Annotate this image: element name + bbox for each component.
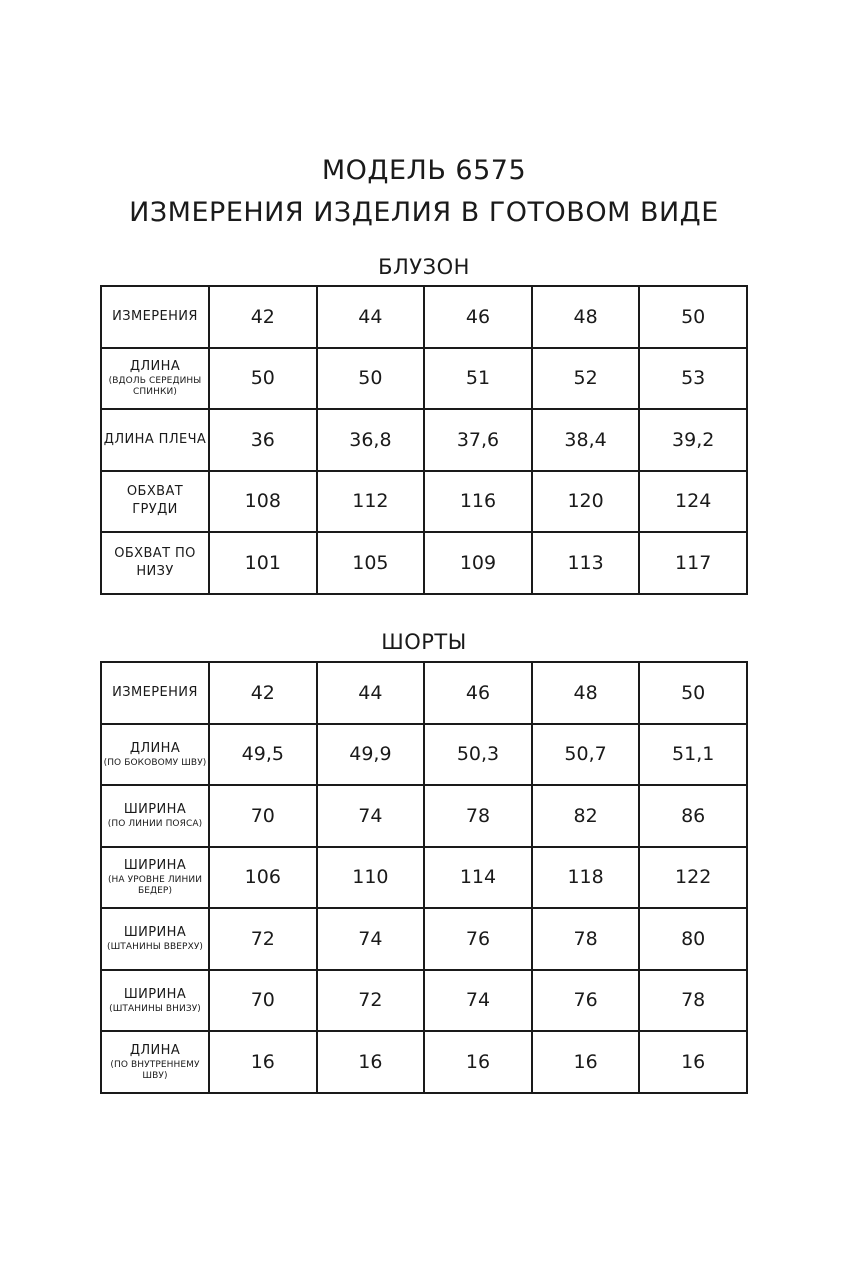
row-label: ШИРИНА <box>123 986 187 1002</box>
value-cell: 16 <box>209 1031 317 1093</box>
value-cell: 118 <box>532 847 640 909</box>
table-row <box>101 532 747 594</box>
value-cell: 53 <box>639 348 747 410</box>
size-header-cell: 48 <box>532 286 640 348</box>
header-label: ИЗМЕРЕНИЯ <box>112 684 198 700</box>
value-cell: 49,5 <box>209 724 317 786</box>
size-header-cell: 46 <box>424 662 532 724</box>
value-cell: 78 <box>532 908 640 970</box>
table-row <box>101 471 747 533</box>
value-cell: 86 <box>639 785 747 847</box>
table-row <box>101 724 747 786</box>
value-cell: 110 <box>317 847 425 909</box>
value-cell: 124 <box>639 471 747 533</box>
value-cell: 112 <box>317 471 425 533</box>
value-cell: 70 <box>209 970 317 1032</box>
value-cell: 114 <box>424 847 532 909</box>
table-header-row <box>101 286 747 348</box>
value-cell: 50,3 <box>424 724 532 786</box>
value-cell: 122 <box>639 847 747 909</box>
value-cell: 74 <box>317 908 425 970</box>
value-cell: 51,1 <box>639 724 747 786</box>
row-label-cell <box>101 1031 209 1093</box>
page-subtitle: ИЗМЕРЕНИЯ ИЗДЕЛИЯ В ГОТОВОМ ВИДЕ <box>129 197 719 228</box>
value-cell: 52 <box>532 348 640 410</box>
value-cell: 70 <box>209 785 317 847</box>
value-cell: 49,9 <box>317 724 425 786</box>
value-cell: 36,8 <box>317 409 425 471</box>
value-cell: 16 <box>639 1031 747 1093</box>
row-label: ДЛИНА <box>129 359 181 375</box>
value-cell: 120 <box>532 471 640 533</box>
model-title: МОДЕЛЬ 6575 <box>321 155 527 186</box>
value-cell: 38,4 <box>532 409 640 471</box>
value-cell: 74 <box>424 970 532 1032</box>
value-cell: 78 <box>639 970 747 1032</box>
size-header-cell: 50 <box>639 662 747 724</box>
row-label-cell <box>101 532 209 594</box>
section-title-bluzon: БЛУЗОН <box>378 255 470 279</box>
row-label-cell <box>101 348 209 410</box>
size-header-cell: 46 <box>424 286 532 348</box>
row-label-note: (ШТАНИНЫ ВВЕРХУ) <box>106 942 204 953</box>
row-label: ДЛИНА <box>129 1042 181 1058</box>
size-header-cell: 42 <box>209 662 317 724</box>
table-row <box>101 1031 747 1093</box>
size-table-shorty <box>100 661 748 1094</box>
row-label-cell <box>101 724 209 786</box>
value-cell: 116 <box>424 471 532 533</box>
table-header-row <box>101 662 747 724</box>
value-cell: 37,6 <box>424 409 532 471</box>
value-cell: 76 <box>532 970 640 1032</box>
row-label: ОБХВАТ ПО НИЗУ <box>114 545 196 579</box>
value-cell: 39,2 <box>639 409 747 471</box>
value-cell: 50 <box>317 348 425 410</box>
row-label: ШИРИНА <box>123 925 187 941</box>
table-row <box>101 785 747 847</box>
row-label-cell <box>101 785 209 847</box>
row-label-cell <box>101 908 209 970</box>
table-row <box>101 847 747 909</box>
value-cell: 16 <box>532 1031 640 1093</box>
value-cell: 50,7 <box>532 724 640 786</box>
value-cell: 78 <box>424 785 532 847</box>
table-row <box>101 908 747 970</box>
row-label-note: (ПО ВНУТРЕННЕМУ ШВУ) <box>110 1059 200 1081</box>
row-label: ДЛИНА <box>129 740 181 756</box>
header-label-cell <box>101 662 209 724</box>
value-cell: 72 <box>317 970 425 1032</box>
value-cell: 106 <box>209 847 317 909</box>
row-label: ШИРИНА <box>123 802 187 818</box>
value-cell: 36 <box>209 409 317 471</box>
row-label: ОБХВАТ ГРУДИ <box>126 484 184 518</box>
size-header-cell: 44 <box>317 662 425 724</box>
row-label: ШИРИНА <box>123 858 187 874</box>
row-label: ДЛИНА ПЛЕЧА <box>103 431 207 447</box>
table-row <box>101 970 747 1032</box>
value-cell: 51 <box>424 348 532 410</box>
header-label: ИЗМЕРЕНИЯ <box>112 308 198 324</box>
value-cell: 16 <box>424 1031 532 1093</box>
value-cell: 101 <box>209 532 317 594</box>
size-table-bluzon <box>100 285 748 595</box>
size-header-cell: 50 <box>639 286 747 348</box>
size-header-cell: 48 <box>532 662 640 724</box>
row-label-note: (ШТАНИНЫ ВНИЗУ) <box>109 1003 201 1014</box>
value-cell: 50 <box>209 348 317 410</box>
header-label-cell <box>101 286 209 348</box>
size-header-cell: 44 <box>317 286 425 348</box>
value-cell: 109 <box>424 532 532 594</box>
row-label-note: (ВДОЛЬ СЕРЕДИНЫ СПИНКИ) <box>108 376 202 398</box>
value-cell: 72 <box>209 908 317 970</box>
value-cell: 74 <box>317 785 425 847</box>
value-cell: 117 <box>639 532 747 594</box>
row-label-note: (ПО БОКОВОМУ ШВУ) <box>103 757 207 768</box>
section-title-shorty: ШОРТЫ <box>381 630 467 654</box>
row-label-cell <box>101 970 209 1032</box>
value-cell: 105 <box>317 532 425 594</box>
row-label-note: (НА УРОВНЕ ЛИНИИ БЕДЕР) <box>107 875 203 897</box>
size-header-cell: 42 <box>209 286 317 348</box>
row-label-cell <box>101 409 209 471</box>
row-label-note: (ПО ЛИНИИ ПОЯСА) <box>107 819 203 830</box>
value-cell: 76 <box>424 908 532 970</box>
table-row <box>101 409 747 471</box>
table-row <box>101 348 747 410</box>
value-cell: 113 <box>532 532 640 594</box>
row-label-cell <box>101 847 209 909</box>
value-cell: 108 <box>209 471 317 533</box>
value-cell: 80 <box>639 908 747 970</box>
row-label-cell <box>101 471 209 533</box>
value-cell: 16 <box>317 1031 425 1093</box>
value-cell: 82 <box>532 785 640 847</box>
